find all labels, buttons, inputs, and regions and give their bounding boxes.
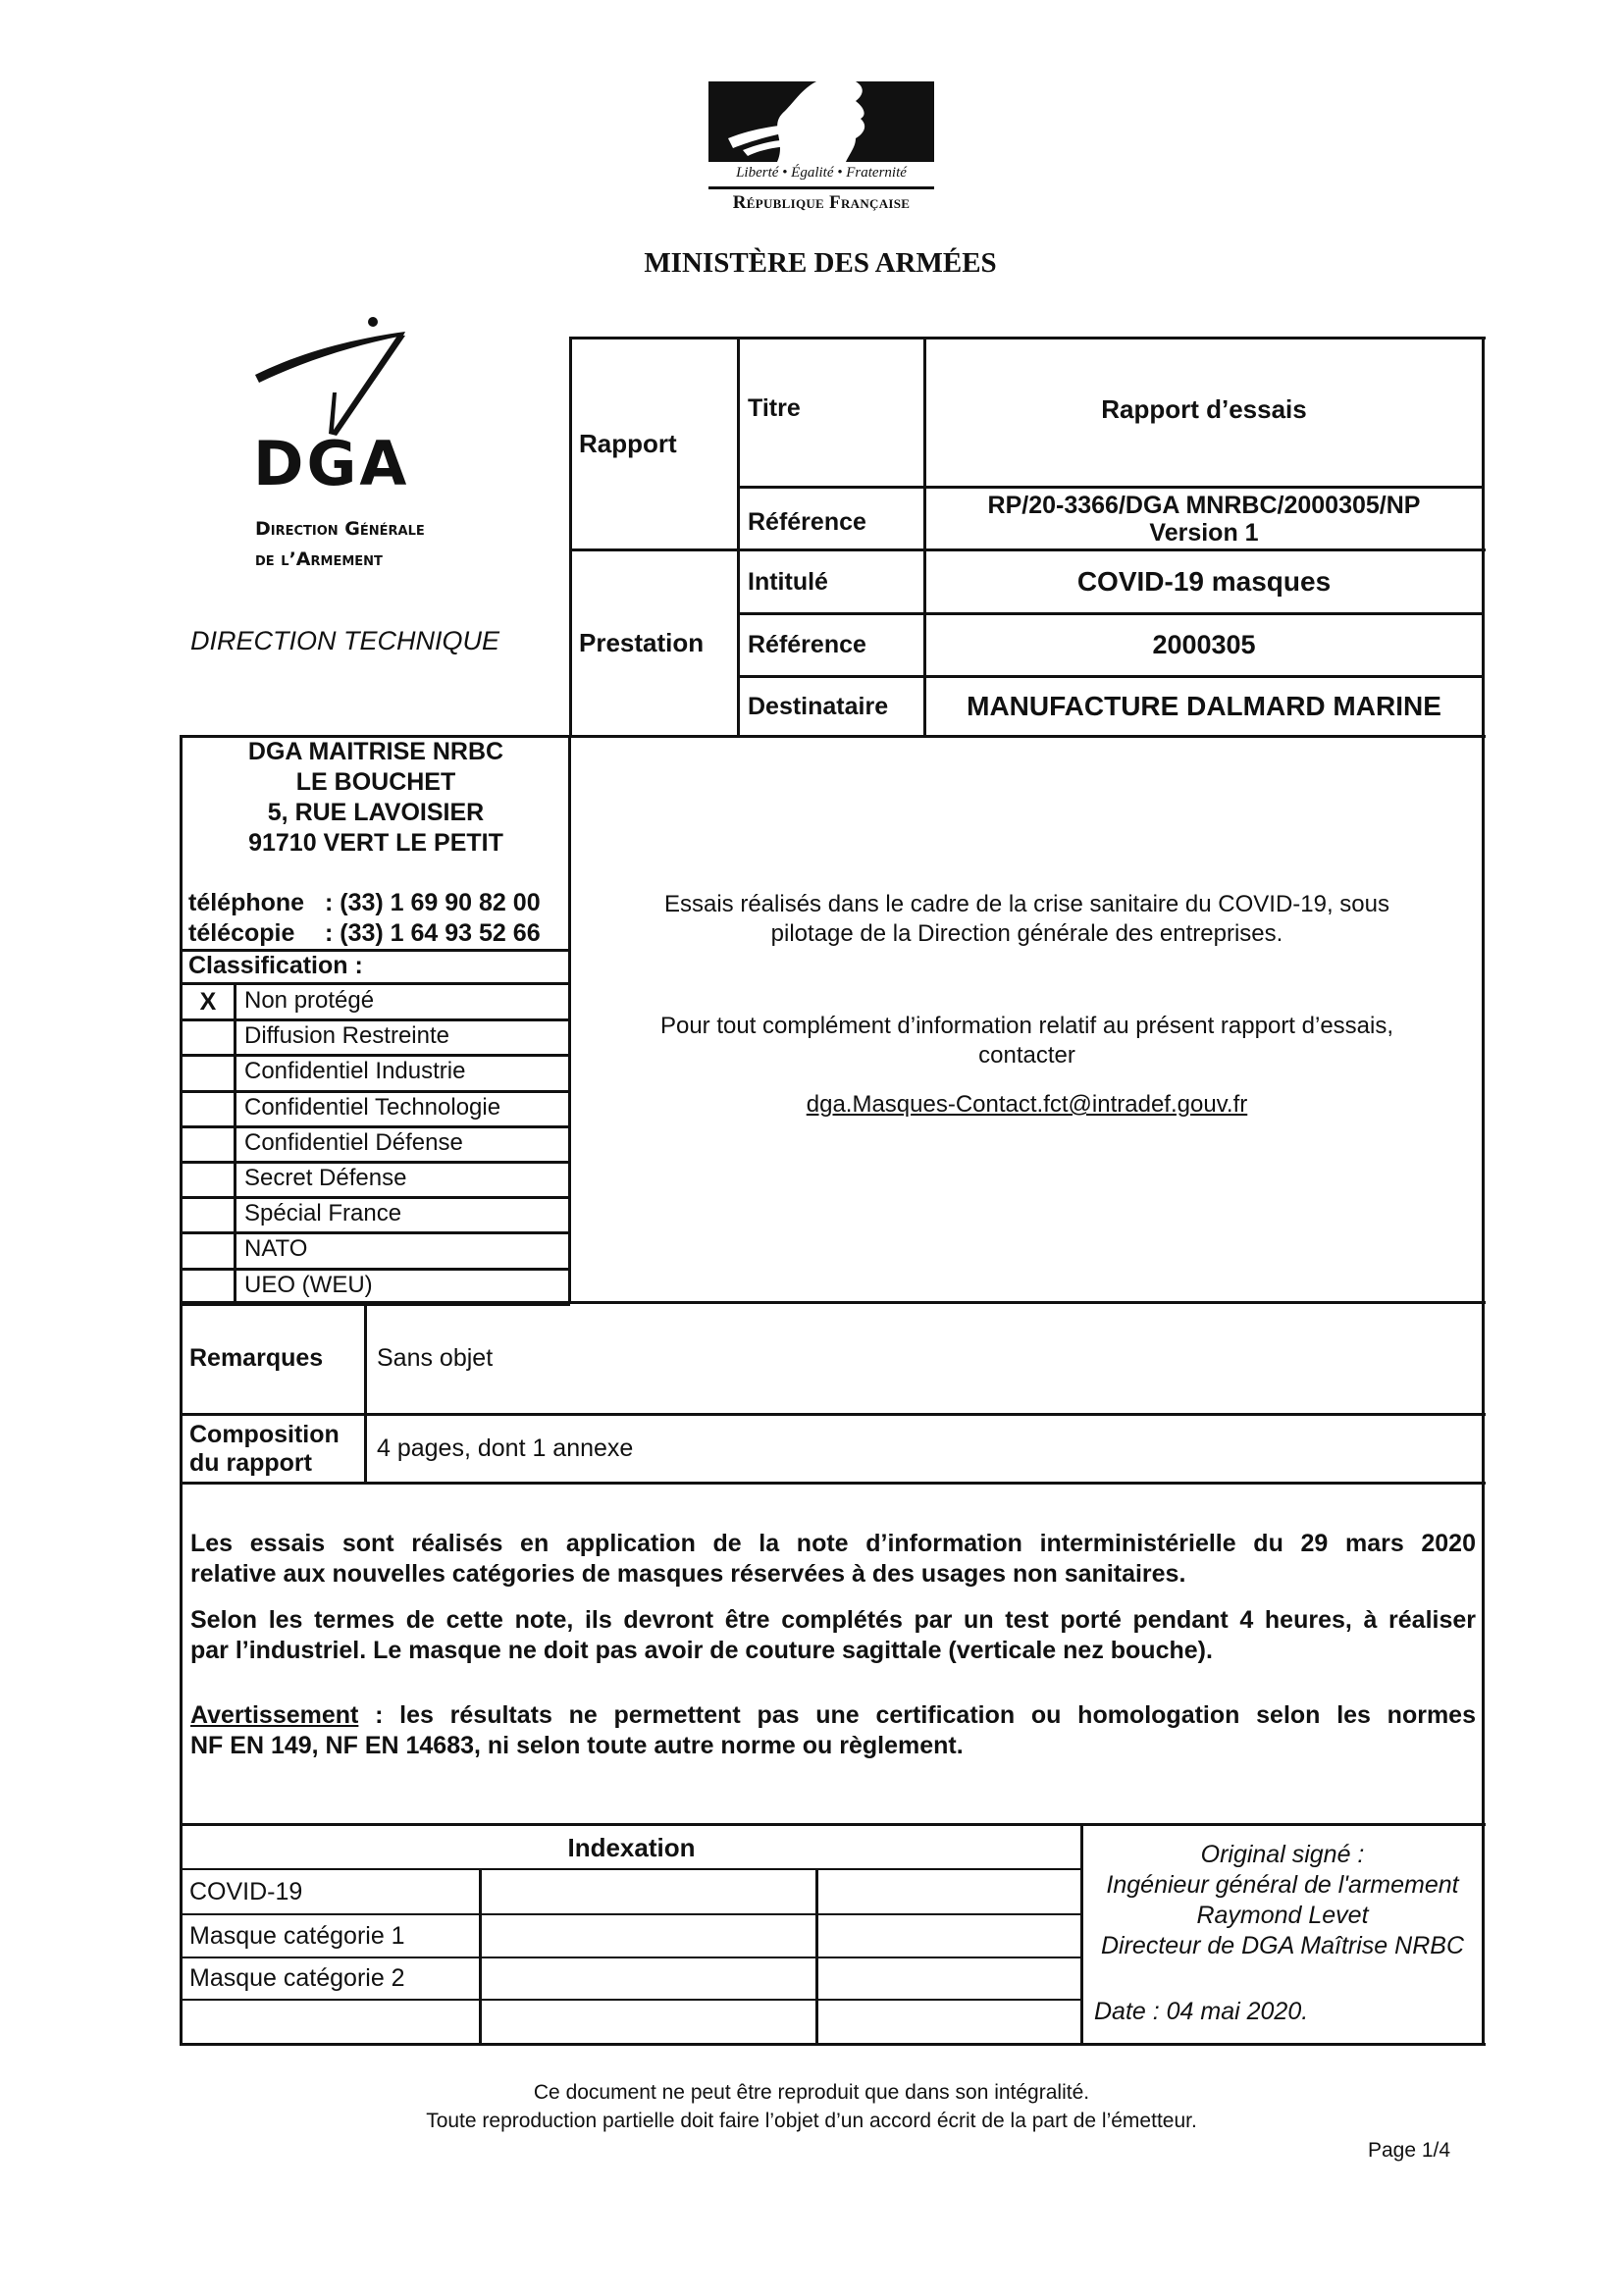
classification-option: Spécial France: [244, 1200, 402, 1227]
table-border: [180, 1090, 570, 1093]
remarks-label: Remarques: [189, 1344, 324, 1372]
info-line: contacter: [978, 1042, 1075, 1069]
marianne-logo: [708, 81, 934, 162]
division-name: DIRECTION TECHNIQUE: [190, 626, 500, 655]
republic-name: République Française: [732, 192, 911, 213]
indexation-cell: [488, 1870, 814, 1914]
signature-line1: Original signé :: [1200, 1841, 1365, 1868]
indexation-cell: [488, 2000, 814, 2044]
classification-title: Classification :: [188, 952, 363, 979]
classification-checkbox: [183, 1055, 234, 1090]
prestation-label: Prestation: [579, 628, 705, 657]
table-border: [364, 1301, 367, 1484]
signature-line2: Ingénieur général de l'armement: [1106, 1871, 1459, 1899]
table-border: [180, 1196, 570, 1199]
info-line: Pour tout complément d’information relatif au présent rapport d’essais,: [659, 1013, 1394, 1039]
info-line: Essais réalisés dans le cadre de la crise sanitaire du COVID-19, sous: [663, 891, 1389, 917]
ministry-title: MINISTÈRE DES ARMÉES: [644, 247, 997, 279]
note-paragraph-2-line1: Selon les termes de cette note, ils devront être complétés par un test porté pendant 4 heures, à réaliser: [190, 1606, 1476, 1634]
classification-option: Confidentiel Défense: [244, 1128, 463, 1156]
reference-value: [926, 489, 1482, 549]
indexation-cell: [189, 2000, 478, 2044]
org-name-line2: de l’Armement: [255, 548, 383, 570]
warning-text: : les résultats ne permettent pas une certification ou homologation selon les normes: [358, 1701, 1476, 1729]
footer-line1: Ce document ne peut être reproduit que dans son intégralité.: [533, 2081, 1090, 2104]
classification-checkbox: [183, 1126, 234, 1162]
intitule-label: Intitulé: [748, 567, 828, 596]
indexation-cell: [824, 1914, 1077, 1957]
note-paragraph-1-line2: relative aux nouvelles catégories de masques réservées à des usages non sanitaires.: [190, 1560, 1186, 1588]
republic-motto: Liberté • Égalité • Fraternité: [736, 165, 907, 181]
marianne-profile-icon: [708, 81, 934, 162]
table-border: [1482, 1482, 1485, 1825]
note-paragraph-2-line2: par l’industriel. Le masque ne doit pas avoir de couture sagittale (verticale nez bouche).: [190, 1637, 1213, 1664]
titre-value: Rapport d’essais: [1101, 394, 1307, 424]
telephone-value: : (33) 1 69 90 82 00: [325, 889, 541, 916]
indexation-title: Indexation: [567, 1832, 696, 1862]
table-border: [180, 1054, 570, 1057]
reference-label: Référence: [748, 507, 866, 536]
indexation-cell: Masque catégorie 2: [189, 1964, 405, 1992]
warning-line1: [190, 1700, 1476, 1731]
classification-option: NATO: [244, 1235, 308, 1263]
note-paragraph-1-line1: Les essais sont réalisés en application de la note d’information interministérielle du 29 mars 2020: [190, 1530, 1476, 1557]
indexation-cell: Masque catégorie 1: [189, 1921, 405, 1950]
table-border: [180, 1482, 183, 1825]
telecopie-label: télécopie: [188, 919, 295, 947]
remarks-value: Sans objet: [377, 1344, 494, 1372]
composition-label-line1: Composition: [189, 1420, 340, 1448]
prestation-reference-value: 2000305: [1152, 630, 1256, 659]
composition-value: 4 pages, dont 1 annexe: [377, 1435, 634, 1462]
classification-option: Non protégé: [244, 987, 375, 1014]
table-border: [180, 1268, 570, 1271]
classification-option: Confidentiel Technologie: [244, 1093, 501, 1121]
classification-checkbox: [183, 1162, 234, 1197]
contact-email-link[interactable]: dga.Masques-Contact.fct@intradef.gouv.fr: [806, 1091, 1248, 1118]
classification-option: Secret Défense: [244, 1165, 407, 1191]
classification-checkbox: [183, 1232, 234, 1268]
page-number: Page 1/4: [1368, 2139, 1451, 2162]
classification-checkbox: [183, 1197, 234, 1232]
footer-line2: Toute reproduction partielle doit faire l’objet d’un accord écrit de la part de l’émetteur.: [426, 2110, 1197, 2132]
motto-divider: [708, 186, 934, 189]
signature-date: Date : 04 mai 2020.: [1094, 1998, 1309, 2025]
classification-checkbox: [183, 1019, 234, 1055]
table-border: [180, 1161, 570, 1164]
table-border: [180, 982, 570, 985]
reference-value-line1: RP/20-3366/DGA MNRBC/2000305/NP: [987, 492, 1421, 519]
table-border: [180, 1482, 1486, 1485]
info-line: pilotage de la Direction générale des entreprises.: [770, 920, 1283, 947]
org-name-line1: Direction Générale: [255, 518, 425, 540]
address-line: DGA MAITRISE NRBC: [247, 738, 504, 765]
table-border: [180, 1125, 570, 1128]
indexation-cell: [488, 1914, 814, 1957]
warning-line2: NF EN 149, NF EN 14683, ni selon toute autre norme ou règlement.: [190, 1732, 964, 1759]
dga-logo-text: DGA: [253, 428, 410, 499]
rapport-label: Rapport: [579, 429, 677, 458]
table-border: [569, 337, 572, 737]
intitule-value: COVID-19 masques: [1076, 566, 1332, 597]
classification-checkbox: [183, 1269, 234, 1304]
dga-swoosh-icon: [250, 314, 417, 442]
indexation-cell: [824, 1957, 1077, 2000]
destinataire-label: Destinataire: [748, 692, 889, 720]
reference-value-line2: Version 1: [1149, 519, 1259, 547]
destinataire-value: MANUFACTURE DALMARD MARINE: [967, 691, 1441, 721]
signatory-name: Raymond Levet: [1196, 1902, 1369, 1929]
email-link-container: [570, 1091, 1484, 1119]
indexation-cell: COVID-19: [189, 1878, 303, 1905]
indexation-cell: [824, 2000, 1077, 2044]
table-border: [180, 1018, 570, 1021]
signatory-title: Directeur de DGA Maîtrise NRBC: [1101, 1932, 1464, 1959]
titre-label: Titre: [748, 394, 801, 422]
prestation-reference-label: Référence: [748, 631, 866, 658]
composition-label-line2: du rapport: [189, 1448, 312, 1477]
indexation-cell: [824, 1870, 1077, 1914]
classification-checkbox: [183, 1091, 234, 1126]
address-line: 5, RUE LAVOISIER: [267, 799, 485, 826]
table-border: [180, 1231, 570, 1234]
classification-option: UEO (WEU): [244, 1271, 373, 1298]
telecopie-value: : (33) 1 64 93 52 66: [325, 919, 541, 947]
address-line: 91710 VERT LE PETIT: [248, 829, 503, 857]
indexation-cell: [488, 1957, 814, 2000]
telephone-label: téléphone: [188, 889, 305, 916]
classification-checkbox: X: [199, 987, 217, 1016]
composition-label: [189, 1416, 364, 1482]
table-border: [234, 982, 236, 1303]
warning-label: Avertissement: [190, 1701, 359, 1729]
classification-option: Diffusion Restreinte: [244, 1022, 449, 1050]
classification-option: Confidentiel Industrie: [244, 1058, 466, 1085]
address-line: LE BOUCHET: [295, 768, 456, 796]
